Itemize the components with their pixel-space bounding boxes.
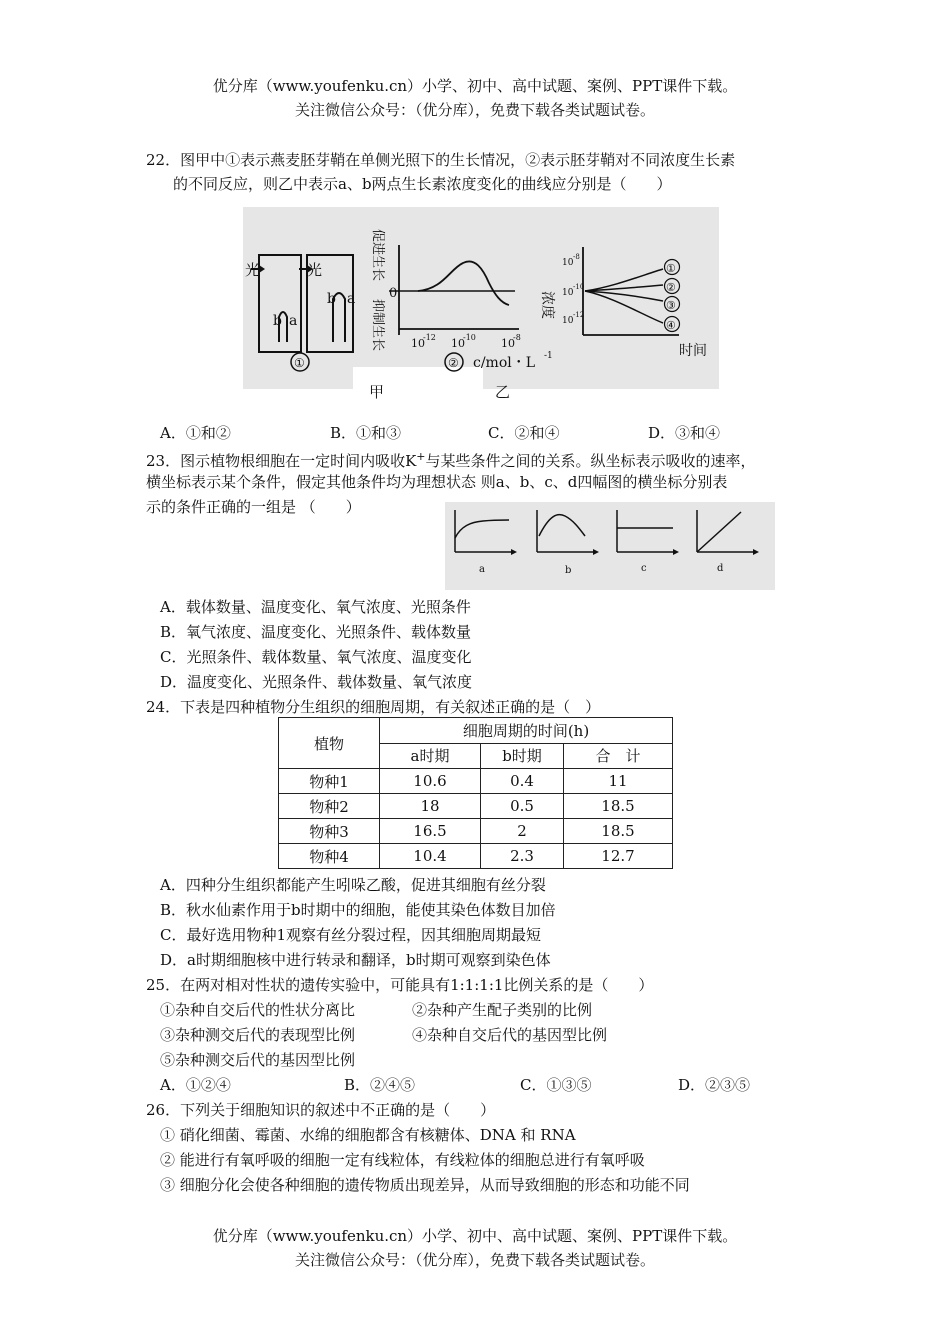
q25-item-2: ②杂种产生配子类别的比例 (412, 1001, 593, 1019)
table-cell: 18 (380, 794, 481, 819)
graph-d-label: d (717, 563, 724, 574)
q24-option-b: B．秋水仙素作用于b时期中的细胞，能使其染色体数目加倍 (160, 901, 556, 919)
q25-item-1: ①杂种自交后代的性状分离比 (160, 1001, 356, 1019)
conc-tick-2-base: 10 (562, 288, 574, 298)
table-row (279, 844, 673, 869)
table-cell: 2.3 (481, 844, 564, 869)
q22-stem-line-2: 的不同反应，则乙中表示a、b两点生长素浓度变化的曲线应分别是（ ） (173, 175, 672, 193)
label-yi: 乙 (495, 383, 511, 401)
table-cell: 2 (481, 819, 564, 844)
q25-item-4: ④杂种自交后代的基因型比例 (412, 1026, 608, 1044)
point-b-label-2: b (327, 291, 336, 307)
q23-option-d: D．温度变化、光照条件、载体数量、氧气浓度 (160, 673, 473, 691)
q26-item-3: ③ 细胞分化会使各种细胞的遗传物质出现差异，从而导致细胞的形态和功能不同 (160, 1176, 690, 1194)
tick-2-exp: -10 (463, 333, 476, 342)
q24-option-d: D．a时期细胞核中进行转录和翻译，b时期可观察到染色体 (160, 951, 551, 969)
table-cell: 11 (564, 769, 673, 794)
q24-stem: 24．下表是四种植物分生组织的细胞周期，有关叙述正确的是（ ） (146, 698, 601, 716)
table-subheader-total: 合 计 (564, 743, 673, 769)
conc-tick-1-base: 10 (562, 258, 574, 268)
q25-option-c: C．①③⑤ (520, 1076, 592, 1094)
curve-label-2: ② (666, 281, 676, 294)
table-cell: 物种1 (279, 769, 380, 794)
light-label-2: 光 (307, 261, 323, 279)
concentration-axis-label: 浓度 (539, 291, 555, 319)
footer-line-1: 优分库（www.youfenku.cn）小学、初中、高中试题、案例、PPT课件下载。 (212, 1227, 738, 1245)
tick-1-exp: -12 (423, 333, 436, 342)
inhibit-axis-label: 抑制生长 (370, 299, 385, 352)
q23-stem-part-2: 与某些条件之间的关系。纵坐标表示吸收的速率， (425, 452, 756, 470)
point-a-label-2: a (347, 291, 356, 307)
q25-option-d: D．②③⑤ (678, 1076, 751, 1094)
label-jia: 甲 (369, 383, 385, 401)
q22-stem-line-1: 22．图甲中①表示燕麦胚芽鞘在单侧光照下的生长情况，②表示胚芽鞘对不同浓度生长素 (146, 151, 736, 169)
zero-label: 0 (389, 286, 398, 301)
curve-label-1: ① (666, 262, 676, 275)
q23-option-c: C．光照条件、载体数量、氧气浓度、温度变化 (160, 648, 472, 666)
curve-label-4: ④ (666, 319, 676, 332)
light-label-1: 光 (245, 261, 261, 279)
table-cell: 物种4 (279, 844, 380, 869)
conc-tick-2-exp: -10 (573, 283, 585, 291)
q23-figure (445, 502, 775, 590)
header-line-2: 关注微信公众号：（优分库），免费下载各类试题试卷。 (294, 101, 655, 119)
q25-stem: 25．在两对相对性状的遗传实验中，可能具有1:1:1:1比例关系的是（ ） (146, 976, 654, 994)
table-header-plant: 植物 (279, 718, 380, 769)
q23-figure-background (445, 502, 775, 590)
footer-line-2: 关注微信公众号：（优分库），免费下载各类试题试卷。 (294, 1251, 655, 1269)
q25-item-5: ⑤杂种测交后代的基因型比例 (160, 1051, 356, 1069)
table-cell: 16.5 (380, 819, 481, 844)
q23-stem-line-3: 示的条件正确的一组是 （ ） (146, 498, 361, 516)
table-header-group: 细胞周期的时间(h) (380, 718, 673, 744)
table-cell: 物种2 (279, 794, 380, 819)
point-b-label-1: b (273, 313, 282, 329)
table-cell: 0.4 (481, 769, 564, 794)
table-cell: 18.5 (564, 794, 673, 819)
table-cell: 10.6 (380, 769, 481, 794)
tick-3-exp: -8 (513, 333, 521, 342)
table-row (279, 819, 673, 844)
q25-option-a: A．①②④ (160, 1076, 231, 1094)
q23-option-a: A．载体数量、温度变化、氧气浓度、光照条件 (160, 598, 471, 616)
q22-option-a: A．①和② (160, 424, 231, 442)
table-cell: 0.5 (481, 794, 564, 819)
table-cell: 18.5 (564, 819, 673, 844)
x-unit-label: c/mol・L (473, 355, 536, 371)
graph-a-label: a (479, 564, 485, 575)
graph-c-label: c (641, 563, 647, 574)
table-cell: 10.4 (380, 844, 481, 869)
promote-axis-label: 促进生长 (370, 229, 385, 282)
q24-option-a: A．四种分生组织都能产生吲哚乙酸，促进其细胞有丝分裂 (160, 876, 546, 894)
cell-cycle-table (278, 717, 673, 869)
table-cell: 12.7 (564, 844, 673, 869)
q23-option-b: B．氧气浓度、温度变化、光照条件、载体数量 (160, 623, 472, 641)
tick-2-base: 10 (451, 337, 465, 350)
table-row (279, 794, 673, 819)
q23-stem-line-1 (146, 447, 756, 471)
point-a-label-1: a (289, 313, 298, 329)
q22-option-d: D．③和④ (648, 424, 721, 442)
q24-option-c: C．最好选用物种1观察有丝分裂过程，因其细胞周期最短 (160, 926, 542, 944)
q25-option-b: B．②④⑤ (344, 1076, 416, 1094)
potassium-charge: + (416, 450, 426, 463)
table-row (279, 769, 673, 794)
q23-stem-part-1: 23．图示植物根细胞在一定时间内吸收K (146, 452, 417, 470)
q23-stem-line-2: 横坐标表示某个条件，假定其他条件均为理想状态 则a、b、c、d四幅图的横坐标分别表 (146, 473, 728, 491)
table-subheader-b: b时期 (481, 743, 564, 769)
graph-b-label: b (565, 565, 572, 576)
conc-tick-3-base: 10 (562, 316, 574, 326)
q26-item-2: ② 能进行有氧呼吸的细胞一定有线粒体，有线粒体的细胞总进行有氧呼吸 (160, 1151, 645, 1169)
conc-tick-3-exp: -12 (573, 311, 585, 319)
q26-stem: 26．下列关于细胞知识的叙述中不正确的是（ ） (146, 1101, 496, 1119)
table-subheader-a: a时期 (380, 743, 481, 769)
conc-tick-1-exp: -8 (573, 253, 580, 261)
circle-2-label: ② (448, 356, 459, 370)
circle-1-label: ① (294, 356, 305, 370)
tick-1-base: 10 (411, 337, 425, 350)
x-unit-exp: -1 (544, 351, 553, 361)
q26-item-1: ① 硝化细菌、霉菌、水绵的细胞都含有核糖体、DNA 和 RNA (160, 1126, 576, 1144)
header-line-1: 优分库（www.youfenku.cn）小学、初中、高中试题、案例、PPT课件下载。 (212, 77, 738, 95)
q22-option-b: B．①和③ (330, 424, 402, 442)
tick-3-base: 10 (501, 337, 515, 350)
q25-item-3: ③杂种测交后代的表现型比例 (160, 1026, 356, 1044)
table-cell: 物种3 (279, 819, 380, 844)
curve-label-3: ③ (666, 299, 676, 312)
time-axis-label: 时间 (679, 343, 707, 359)
q22-option-c: C．②和④ (488, 424, 560, 442)
q22-figure (243, 207, 719, 403)
